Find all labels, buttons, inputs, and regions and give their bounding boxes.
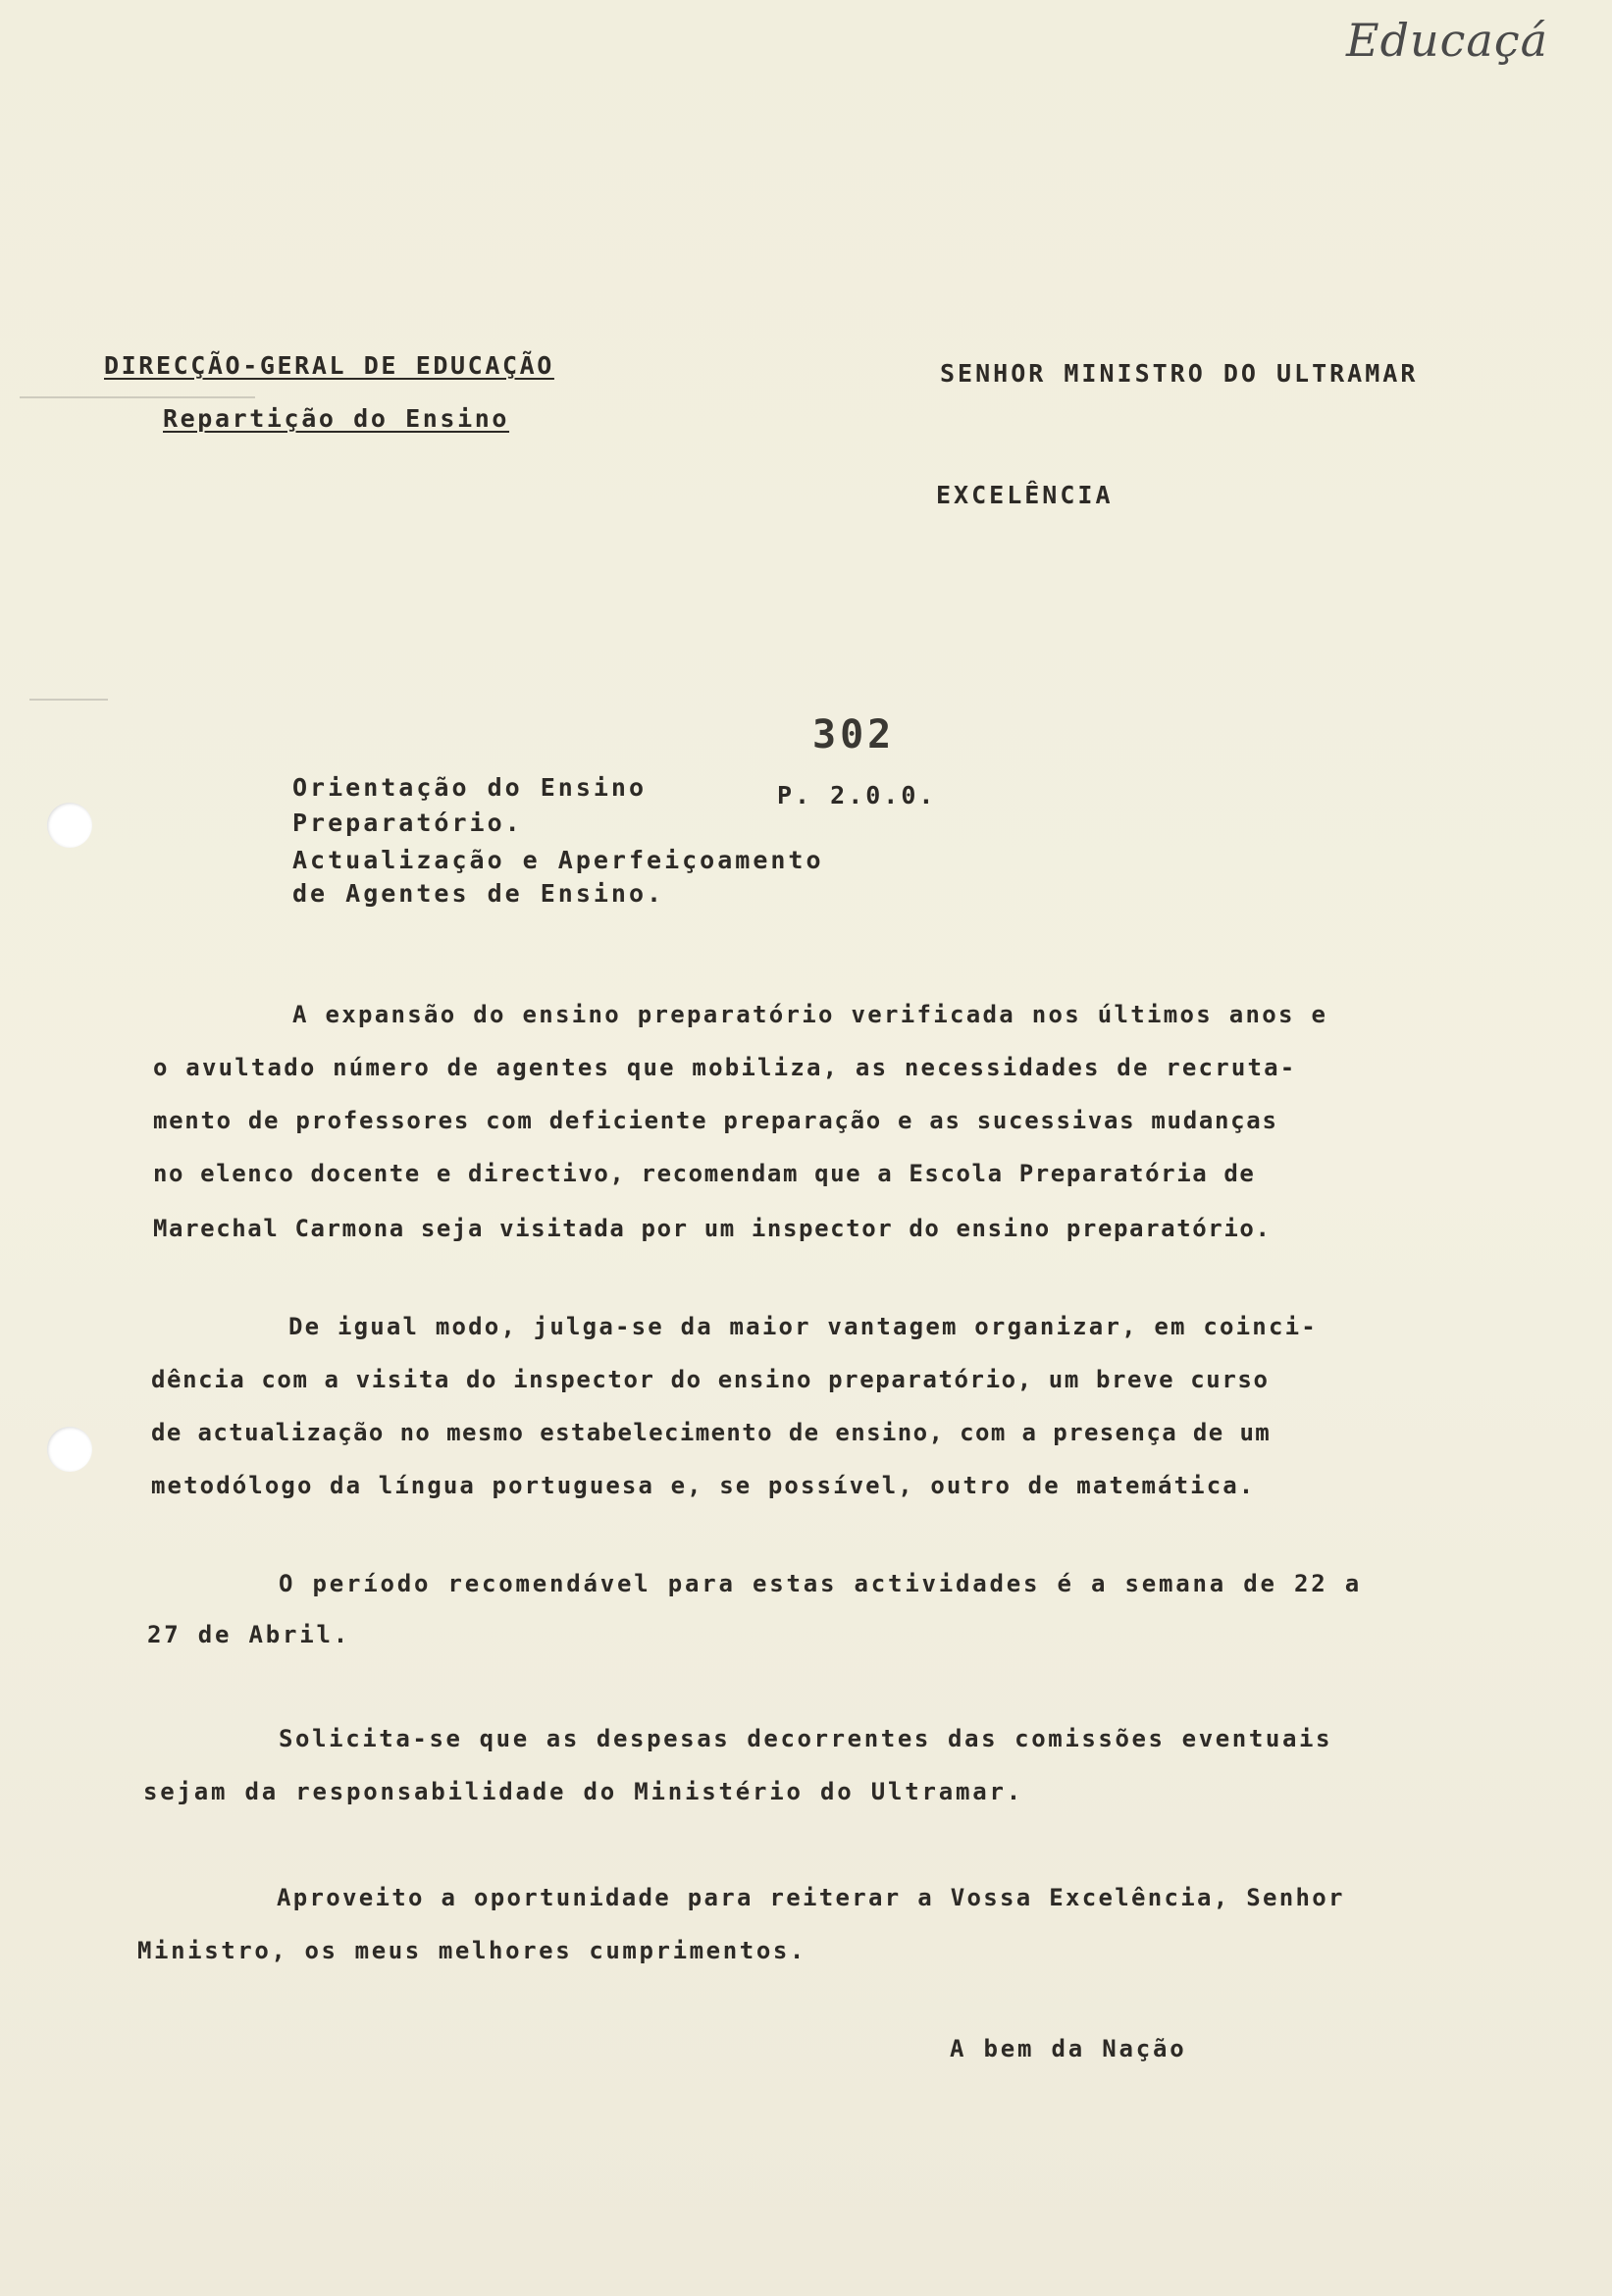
- paragraph-1-line-5: Marechal Carmona seja visitada por um inspector do ensino preparatório.: [153, 1215, 1272, 1242]
- subject-reference: P. 2.0.0.: [777, 781, 937, 809]
- paragraph-5-line-1: Aproveito a oportunidade para reiterar a Vossa Excelência, Senhor: [277, 1884, 1345, 1911]
- punch-hole-top: [47, 803, 92, 848]
- subject-line-3: Actualização e Aperfeiçoamento: [292, 846, 824, 874]
- paragraph-2-line-1: De igual modo, julga-se da maior vantagem organizar, em coinci-: [288, 1313, 1318, 1340]
- paragraph-4-line-2: sejam da responsabilidade do Ministério do Ultramar.: [143, 1778, 1023, 1805]
- subject-line-1: Orientação do Ensino: [292, 773, 648, 802]
- subject-line-2: Preparatório.: [292, 809, 523, 837]
- paragraph-2-line-2: dência com a visita do inspector do ensino preparatório, um breve curso: [151, 1366, 1270, 1393]
- salutation: EXCELÊNCIA: [936, 481, 1114, 509]
- paragraph-5-line-2: Ministro, os meus melhores cumprimentos.: [137, 1937, 806, 1964]
- paragraph-4-line-1: Solicita-se que as despesas decorrentes das comissões eventuais: [279, 1725, 1333, 1752]
- closing-formula: A bem da Nação: [950, 2035, 1187, 2062]
- header-department: DIRECÇÃO-GERAL DE EDUCAÇÃO: [104, 351, 554, 380]
- paragraph-3-line-1: O período recomendável para estas actividades é a semana de 22 a: [279, 1570, 1362, 1597]
- paragraph-2-line-4: metodólogo da língua portuguesa e, se possível, outro de matemática.: [151, 1472, 1256, 1499]
- fold-line-mid: [29, 699, 108, 701]
- paragraph-2-line-3: de actualização no mesmo estabelecimento de ensino, com a presença de um: [151, 1419, 1272, 1446]
- paragraph-1-line-1: A expansão do ensino preparatório verificada nos últimos anos e: [292, 1001, 1328, 1028]
- addressee: SENHOR MINISTRO DO ULTRAMAR: [940, 359, 1419, 388]
- header-section: Repartição do Ensino: [163, 404, 510, 433]
- paragraph-1-line-3: mento de professores com deficiente preparação e as sucessivas mudanças: [153, 1107, 1278, 1134]
- paragraph-1-line-4: no elenco docente e directivo, recomendam que a Escola Preparatória de: [153, 1160, 1256, 1187]
- subject-line-4: de Agentes de Ensino.: [292, 879, 665, 908]
- fold-line-top: [20, 396, 255, 398]
- punch-hole-bottom: [47, 1427, 92, 1472]
- handwritten-note: Educaçá: [1346, 14, 1549, 67]
- paragraph-3-line-2: 27 de Abril.: [147, 1621, 350, 1648]
- document-number: 302: [812, 712, 896, 757]
- paragraph-1-line-2: o avultado número de agentes que mobiliza, as necessidades de recruta-: [153, 1054, 1297, 1081]
